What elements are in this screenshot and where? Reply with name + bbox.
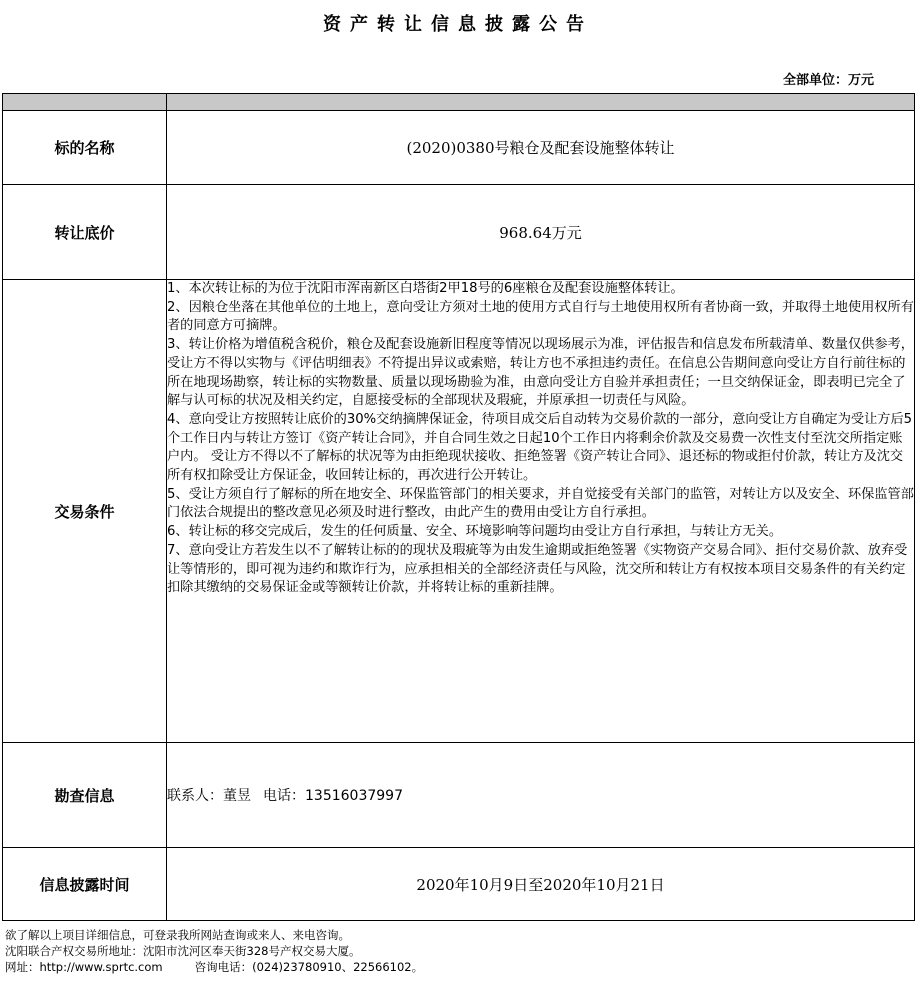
row-conditions: [3, 280, 915, 743]
inspection-contact: [167, 743, 915, 848]
row-price: [3, 185, 915, 280]
conditions-label: 交易条件: [3, 280, 167, 743]
contact-phone: 电话：13516037997: [263, 788, 403, 804]
hotline: 咨询电话：(024)23780910、22566102。: [194, 960, 424, 974]
price-label: 转让底价: [3, 185, 167, 280]
unit-note: 全部单位：万元: [782, 73, 874, 88]
condition-item: 5、受让方须自行了解标的所在地安全、环保监管部门的相关要求，并自觉接受有关部门的监管，对转让方以及安全、环保监管部门依法合规提出的整改意见必须及时进行整改，由此产生的费用由受让方自行承担。: [167, 486, 914, 521]
condition-item: 2、因粮仓坐落在其他单位的土地上，意向受让方须对土地的使用方式自行与土地使用权所有者协商一致，并取得土地使用权所有者的同意方可摘牌。: [167, 299, 914, 334]
conditions-text: [167, 280, 915, 743]
condition-item: 6、转让标的移交完成后，发生的任何质量、安全、环境影响等问题均由受让方自行承担，与转让方无关。: [167, 524, 783, 540]
website-link[interactable]: 网址：http://www.sprtc.com: [5, 960, 163, 974]
footer-line-2: 沈阳联合产权交易所地址：沈阳市沈河区奉天街328号产权交易大厦。: [5, 944, 361, 958]
header-cell-right: [167, 94, 915, 111]
time-label: 信息披露时间: [3, 848, 167, 921]
condition-item: 3、转让价格为增值税含税价，粮仓及配套设施新旧程度等情况以现场展示为准，评估报告和信息发布所载清单、数量仅供参考，受让方不得以实物与《评估明细表》不符提出异议或索赔，转让方也不承担违约责任。在信息公告期间意向受让方自行前往标的所在地现场勘察，转让标的实物数量、质量以现场勘验为准，由意向受让方自验并承担责任；一旦交纳保证金，即表明已完全了解与认可标的状况及相关约定，自愿接受标的全部现状及瑕疵，并原承担一切责任与风险。: [167, 337, 914, 409]
condition-item: 4、意向受让方按照转让底价的30%交纳摘牌保证金，待项目成交后自动转为交易价款的一部分，意向受让方自确定为受让方后5个工作日内与转让方签订《资产转让合同》，并自合同生效之日起10个工作日内将剩余价款及交易费一次性支付至沈交所指定账户内。 受让方不得以不了解标的状况等为由拒绝现状接收、拒绝签署《资产转让合同》、退还标的物或拒付价款，转让方及沈交所有权扣除受让方保证金，收回转让标的，再次进行公开转让。: [167, 411, 913, 484]
row-inspection: [3, 743, 915, 848]
name-value: (2020)0380号粮仓及配套设施整体转让: [167, 111, 915, 185]
footer-line-3: [5, 959, 423, 975]
time-value: 2020年10月9日至2020年10月21日: [167, 848, 915, 921]
footer: [5, 927, 423, 975]
condition-item: 7、意向受让方若发生以不了解转让标的的现状及瑕疵等为由发生逾期或拒绝签署《实物资产交易合同》、拒付交易价款、放弃受让等情形的，即可视为违约和欺诈行为，应承担相关的全部经济责任与风险，沈交所和转让方有权按本项目交易条件的有关约定扣除其缴纳的交易保证金或等额转让价款，并将转让标的重新挂牌。: [167, 542, 908, 596]
header-cell-left: [3, 94, 167, 111]
table-header-row: [3, 94, 915, 111]
footer-line-1: 欲了解以上项目详细信息，可登录我所网站查询或来人、来电咨询。: [5, 928, 350, 942]
inspection-label: 勘查信息: [3, 743, 167, 848]
condition-item: 1、本次转让标的为位于沈阳市浑南新区白塔街2甲18号的6座粮仓及配套设施整体转让。: [167, 281, 684, 296]
page-title: 资产转让信息披露公告: [323, 14, 593, 35]
row-name: [3, 111, 915, 185]
contact-person: 联系人：董昱: [167, 788, 251, 804]
row-time: [3, 848, 915, 921]
info-table: [2, 93, 915, 921]
name-label: 标的名称: [3, 111, 167, 185]
price-value: 968.64万元: [167, 185, 915, 280]
